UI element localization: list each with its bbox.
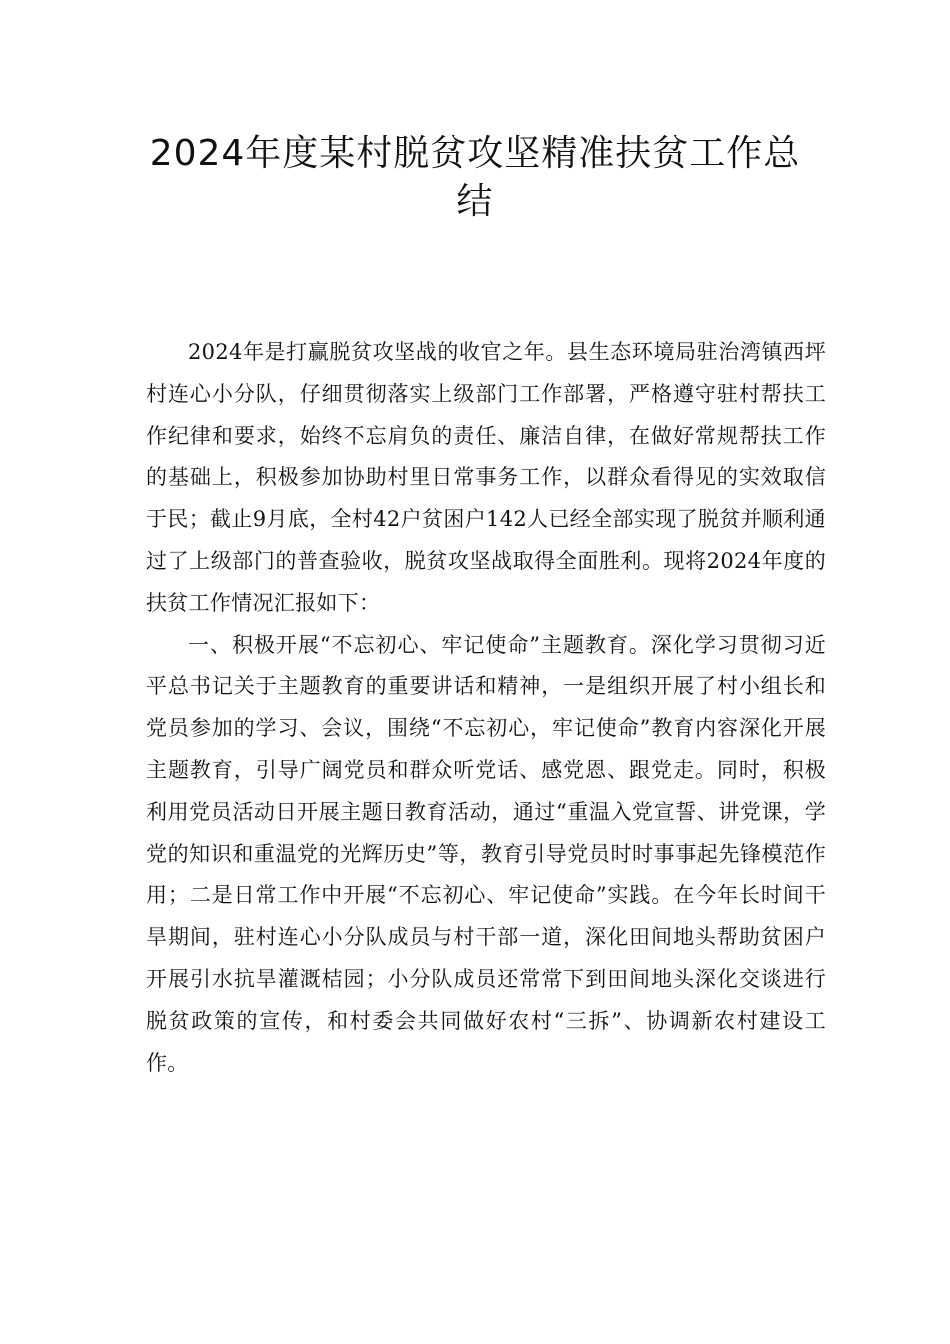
paragraph-section-one: 一、积极开展“不忘初心、牢记使命”主题教育。深化学习贯彻习近平总书记关于主题教育的重要讲话和精神，一是组织开展了村小组长和党员参加的学习、会议，围绕“不忘初心，牢记使命”教育内容深化开展主题教育，引导广阔党员和群众听党话、感党恩、跟党走。同时，积极利用党员活动日开展主题日教育活动，通过“重温入党宣誓、讲党课，学党的知识和重温党的光辉历史”等，教育引导党员时时事事起先锋模范作用；二是日常工作中开展“不忘初心、牢记使命”实践。在今年长时间干旱期间，驻村连心小分队成员与村干部一道，深化田间地头帮助贫困户开展引水抗旱灌溉桔园；小分队成员还常常下到田间地头深化交谈进行脱贫政策的宣传，和村委会共同做好农村“三拆”、协调新农村建设工作。 [146,632,826,1075]
paragraph-intro: 2024年是打赢脱贫攻坚战的收官之年。县生态环境局驻治湾镇西坪村连心小分队，仔细贯彻落实上级部门工作部署，严格遵守驻村帮扶工作纪律和要求，始终不忘肩负的责任、廉洁自律，在做好常规帮扶工作的基础上，积极参加协助村里日常事务工作，以群众看得见的实效取信于民；截止9月底，全村42户贫困户142人已经全部实现了脱贫并顺利通过了上级部门的普查验收，脱贫攻坚战取得全面胜利。现将2024年度的扶贫工作情况汇报如下： [146,340,826,615]
document-title: 2024年度某村脱贫攻坚精准扶贫工作总结 [149,133,801,222]
document-body [146,332,826,1084]
